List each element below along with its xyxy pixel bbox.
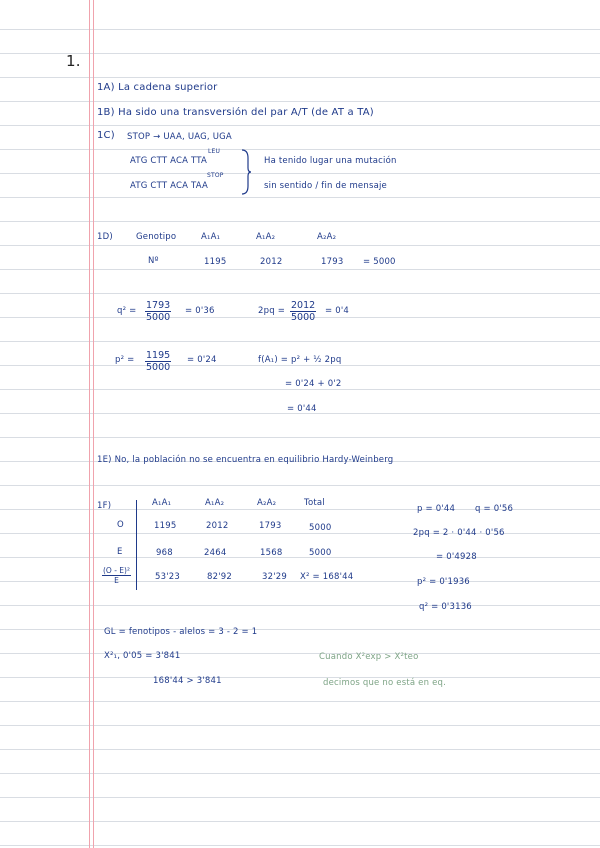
chi-row-label-den: E — [114, 576, 119, 585]
table-header-a1a2: A₁A₂ — [205, 498, 225, 508]
q2-lhs: q² = — [117, 306, 137, 316]
p2-fraction — [145, 350, 171, 373]
fa1-line-3: = 0'44 — [287, 404, 317, 414]
side-q2: q² = 0'3136 — [419, 602, 472, 612]
side-p: p = 0'44 — [417, 504, 456, 514]
seq2-tag: STOP — [207, 172, 224, 179]
q2-fraction — [145, 300, 171, 323]
table-header-a2a2: A₂A₂ — [257, 498, 277, 508]
p2-lhs: p² = — [115, 355, 135, 365]
side-2pq-result: = 0'4928 — [436, 552, 477, 562]
seq1-tag: LEU — [208, 148, 221, 155]
chi-total: X² = 168'44 — [300, 572, 354, 582]
answer-1c-label: 1C) — [97, 130, 115, 141]
stop-codons: STOP → UAA, UAG, UGA — [127, 132, 232, 142]
table-header-total: Total — [304, 498, 325, 508]
expected-a1a1: 968 — [156, 548, 173, 558]
mutation-note-2: sin sentido / fin de mensaje — [264, 181, 387, 191]
curly-brace — [240, 148, 252, 196]
green-note-2: decimos que no está en eq. — [323, 678, 447, 688]
observed-total: 5000 — [309, 523, 332, 533]
green-note-1: Cuando X²exp > X²teo — [319, 652, 419, 662]
answer-1d-label: 1D) — [97, 232, 113, 242]
sequence-2: ATG CTT ACA TAA — [130, 181, 209, 191]
chi-a2a2: 32'29 — [262, 572, 287, 582]
problem-number: 1. — [66, 52, 81, 70]
answer-1e: 1E) No, la población no se encuentra en equilibrio Hardy-Weinberg — [97, 455, 394, 465]
twopq-result: = 0'4 — [325, 306, 349, 316]
genotype-header: Genotipo — [136, 232, 177, 242]
chi-row-label — [102, 566, 131, 585]
observed-a2a2: 1793 — [259, 521, 282, 531]
chi-critical: X²₁, 0'05 = 3'841 — [104, 651, 181, 661]
row-expected-label: E — [117, 547, 123, 557]
twopq-denominator: 5000 — [291, 312, 316, 323]
sequence-1: ATG CTT ACA TTA — [130, 156, 208, 166]
margin-line-left — [89, 0, 90, 848]
margin-line-right — [93, 0, 94, 848]
row-observed-label: O — [117, 520, 124, 530]
observed-a1a2: 2012 — [206, 521, 229, 531]
expected-total: 5000 — [309, 548, 332, 558]
answer-1f-label: 1F) — [97, 501, 112, 511]
chi-row-label-num: (O - E)² — [103, 566, 130, 575]
table-divider — [136, 500, 137, 590]
side-p2: p² = 0'1936 — [417, 577, 470, 587]
twopq-lhs: 2pq = — [258, 306, 286, 316]
p2-denominator: 5000 — [146, 362, 171, 373]
q2-numerator: 1793 — [146, 300, 171, 311]
table-header-a1a1: A₁A₁ — [152, 498, 172, 508]
side-q: q = 0'56 — [475, 504, 514, 514]
mutation-note-1: Ha tenido lugar una mutación — [264, 156, 397, 166]
genotype-a1a1: A₁A₁ — [201, 232, 221, 242]
count-a2a2: 1793 — [321, 257, 344, 267]
genotype-a2a2: A₂A₂ — [317, 232, 337, 242]
twopq-fraction — [290, 300, 316, 323]
answer-1a: 1A) La cadena superior — [97, 82, 218, 93]
genotype-a1a2: A₁A₂ — [256, 232, 276, 242]
chi-comparison: 168'44 > 3'841 — [153, 676, 222, 686]
expected-a2a2: 1568 — [260, 548, 283, 558]
count-a1a2: 2012 — [260, 257, 283, 267]
count-total: = 5000 — [363, 257, 396, 267]
chi-a1a2: 82'92 — [207, 572, 232, 582]
expected-a1a2: 2464 — [204, 548, 227, 558]
twopq-numerator: 2012 — [291, 300, 316, 311]
q2-denominator: 5000 — [146, 312, 171, 323]
count-a1a1: 1195 — [204, 257, 227, 267]
count-label: Nº — [148, 256, 159, 266]
p2-numerator: 1195 — [146, 350, 171, 361]
q2-result: = 0'36 — [185, 306, 215, 316]
fa1-line-1: f(A₁) = p² + ½ 2pq — [258, 355, 342, 365]
observed-a1a1: 1195 — [154, 521, 177, 531]
answer-1b: 1B) Ha sido una transversión del par A/T (de AT a TA) — [97, 107, 374, 118]
side-2pq: 2pq = 2 · 0'44 · 0'56 — [413, 528, 505, 538]
fa1-line-2: = 0'24 + 0'2 — [285, 379, 342, 389]
chi-a1a1: 53'23 — [155, 572, 180, 582]
degrees-of-freedom: GL = fenotipos - alelos = 3 - 2 = 1 — [104, 627, 258, 637]
p2-result: = 0'24 — [187, 355, 217, 365]
